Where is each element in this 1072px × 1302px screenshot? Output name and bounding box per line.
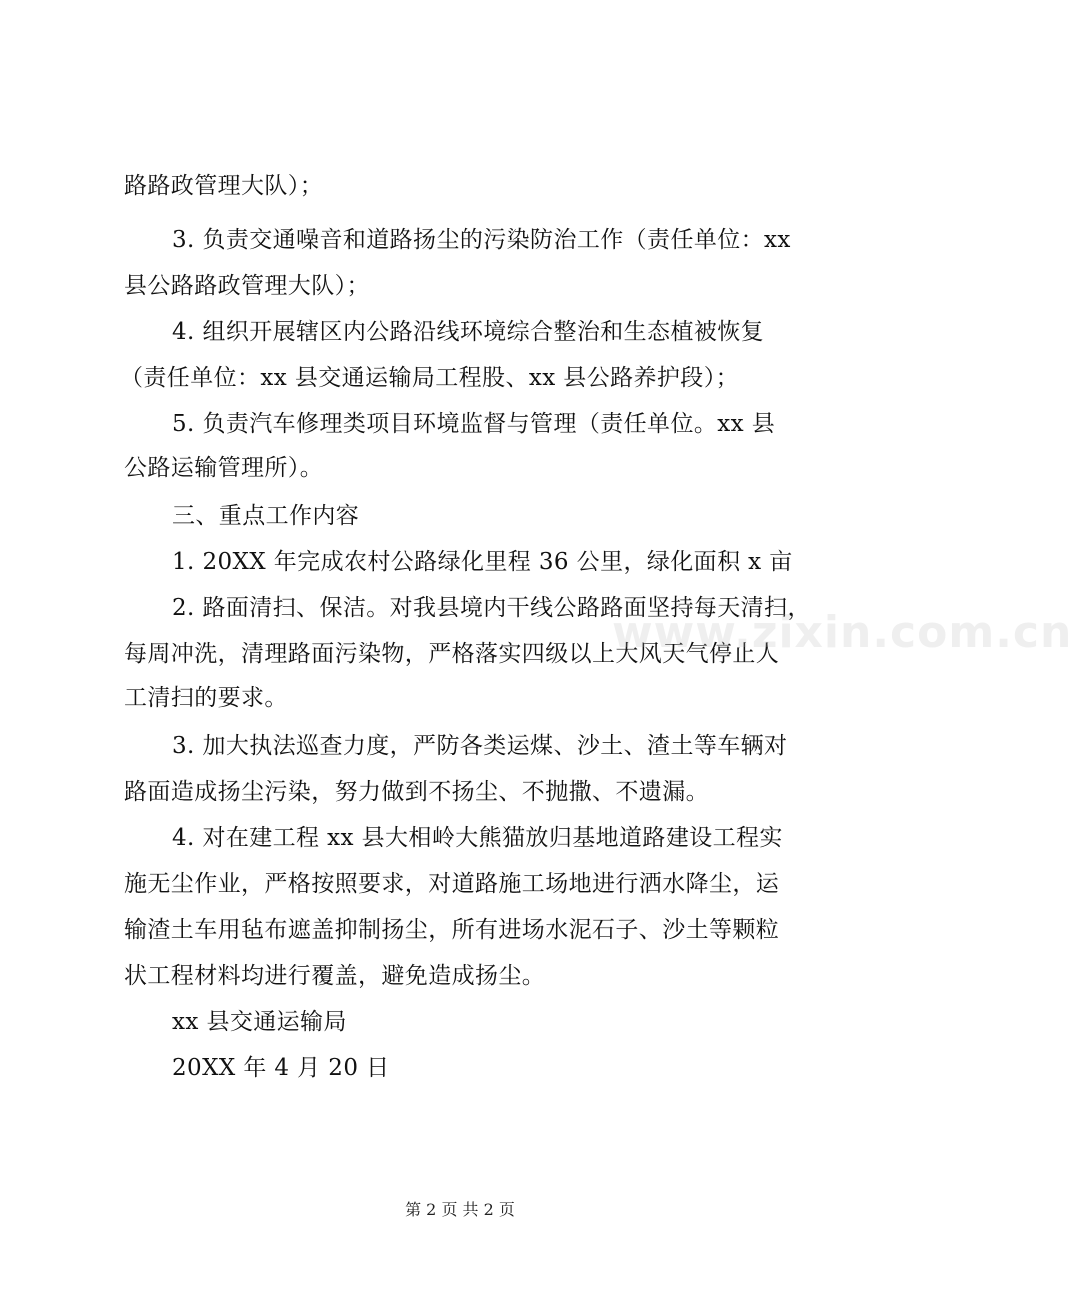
signature-org: xx 县交通运输局	[172, 1009, 347, 1035]
signature-date: 20XX 年 4 月 20 日	[172, 1055, 390, 1081]
body-line: 4. 组织开展辖区内公路沿线环境综合整治和生态植被恢复	[172, 319, 765, 345]
body-line: 工清扫的要求。	[124, 685, 288, 711]
body-line: 5. 负责汽车修理类项目环境监督与管理（责任单位。xx 县	[172, 411, 776, 437]
watermark: www.zixin.com.cn	[612, 607, 1072, 658]
body-line: 公路运输管理所）。	[124, 455, 324, 481]
body-line: 状工程材料均进行覆盖，避免造成扬尘。	[124, 963, 546, 989]
body-line: 4. 对在建工程 xx 县大相岭大熊猫放归基地道路建设工程实	[172, 825, 783, 851]
body-line: （责任单位：xx 县交通运输局工程股、xx 县公路养护段）；	[120, 365, 740, 391]
body-line: 县公路路政管理大队）；	[124, 273, 370, 299]
body-line: 3. 负责交通噪音和道路扬尘的污染防治工作（责任单位：xx	[172, 227, 791, 253]
page-indicator: 第 2 页 共 2 页	[405, 1200, 515, 1219]
body-line: 施无尘作业，严格按照要求，对道路施工场地进行洒水降尘，运	[124, 871, 780, 897]
body-line: 输渣土车用毡布遮盖抑制扬尘，所有进场水泥石子、沙土等颗粒	[124, 917, 780, 943]
body-line: 路面造成扬尘污染，努力做到不扬尘、不抛撒、不遗漏。	[124, 779, 709, 805]
body-line: 路路政管理大队）；	[124, 173, 324, 199]
body-line: 每周冲洗，清理路面污染物，严格落实四级以上大风天气停止人	[124, 641, 780, 667]
page-footer	[0, 1200, 920, 1220]
section-heading: 三、重点工作内容	[172, 503, 360, 529]
body-line: 2. 路面清扫、保洁。对我县境内干线公路路面坚持每天清扫，	[172, 595, 811, 621]
body-line: 1. 20XX 年完成农村公路绿化里程 36 公里，绿化面积 x 亩	[172, 549, 793, 575]
body-line: 3. 加大执法巡查力度，严防各类运煤、沙土、渣土等车辆对	[172, 733, 788, 759]
